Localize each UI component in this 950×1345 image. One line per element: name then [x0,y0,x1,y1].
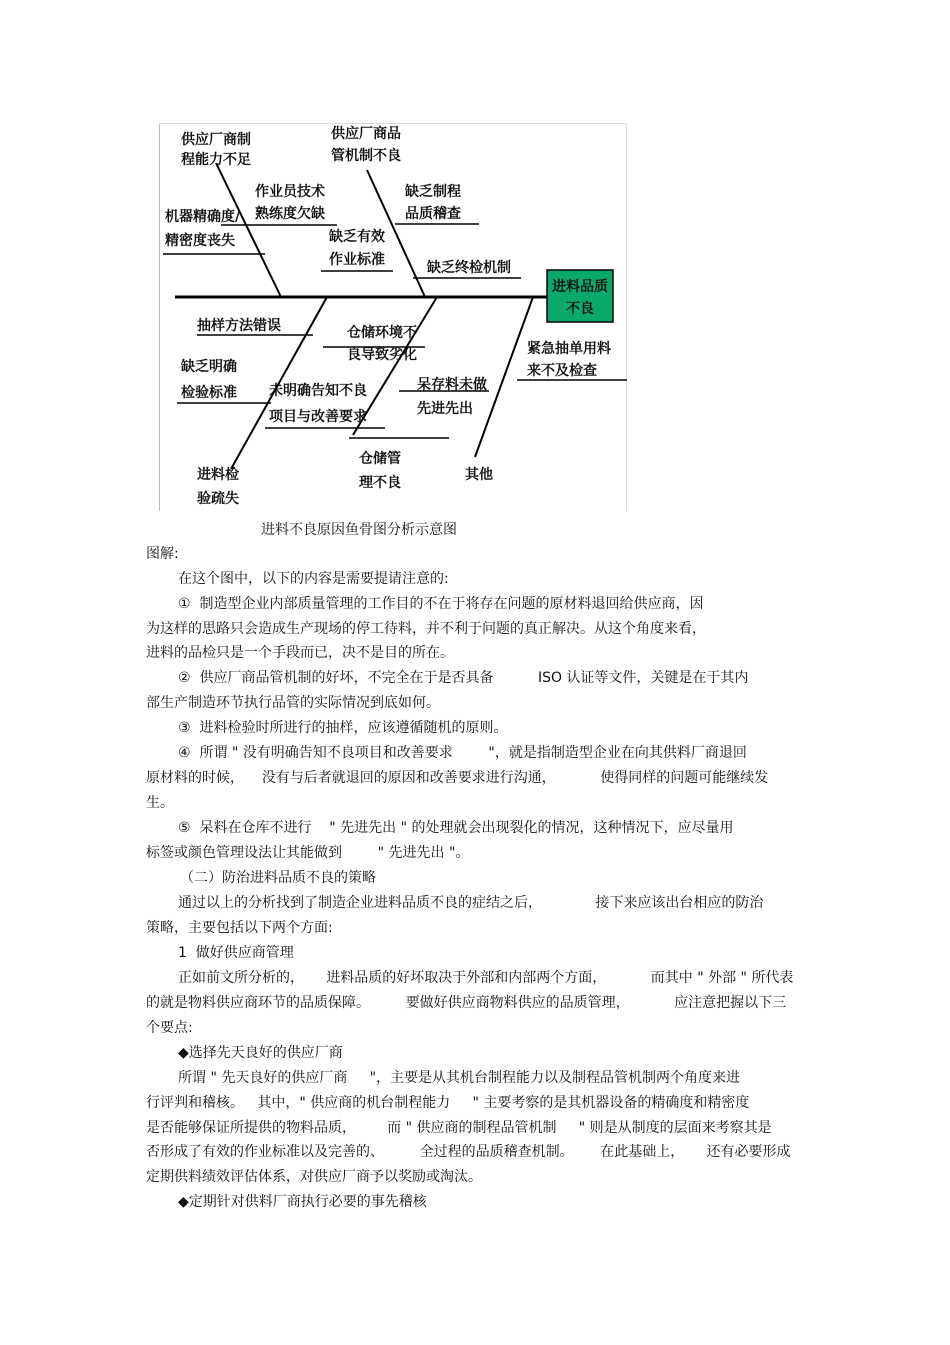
text-line: ⑤ 呆料在仓库不进行 " 先进先出 " 的处理就会出现裂化的情况，这种情况下，应尽量用 [178,820,734,836]
text-line: 标签或颜色管理设法让其能做到 " 先进先出 "。 [146,845,470,861]
label-lack-clear-std-2: 检验标准 [181,385,237,401]
label-lack-std-1: 缺乏有效 [329,229,385,245]
label-fifo-2: 先进先出 [417,401,473,417]
head-line-1: 进料品质 [552,279,608,295]
label-lack-process-check-2: 品质稽查 [405,206,461,222]
text-line: 原材料的时候， 没有与后者就退回的原因和改善要求进行沟通， 使得同样的问题可能继续发 [146,770,769,786]
label-warehouse-mgmt-1: 仓储管 [359,451,401,467]
label-lack-final-check: 缺乏终检机制 [427,260,511,276]
label-supplier-qc-1: 供应厂商品 [331,126,401,142]
text-line: 为这样的思路只会造成生产现场的停工待料，并不利于问题的真正解决。从这个角度来看， [146,621,706,637]
text-line: ④ 所谓 " 没有明确告知不良项目和改善要求 "，就是指制造型企业在向其供料厂商退回 [178,745,747,761]
label-warehouse-env-1: 仓储环境不 [347,325,417,341]
text-line: 定期供料绩效评估体系，对供应厂商予以奖励或淘汰。 [146,1169,482,1185]
text-line: 否形成了有效的作业标准以及完善的、 全过程的品质稽查机制。 在此基础上， 还有必要形成 [146,1144,791,1160]
label-other: 其他 [465,467,493,483]
text-line: 所谓 " 先天良好的供应厂商 "，主要是从其机台制程能力以及制程品管机制两个角度来进 [178,1070,741,1086]
text-line: 策略，主要包括以下两个方面: [146,920,333,936]
label-supplier-qc-2: 管机制不良 [331,148,401,164]
label-urgent-2: 来不及检查 [527,363,597,379]
label-lack-clear-std-1: 缺乏明确 [181,359,237,375]
label-lack-process-check-1: 缺乏制程 [405,184,461,200]
text-line: 行评判和稽核。 其中，" 供应商的机台制程能力 " 主要考察的是其机器设备的精确度和精密度 [146,1095,750,1111]
label-supplier-process-2: 程能力不足 [181,152,251,168]
label-lack-std-2: 作业标准 [329,252,385,268]
text-line: 的就是物料供应商环节的品质保障。 要做好供应商物料供应的品质管理， 应注意把握以下三 [146,995,787,1011]
label-supplier-process-1: 供应厂商制 [181,132,251,148]
label-warehouse-env-2: 良导致劣化 [347,347,417,363]
text-line: 生。 [146,795,174,811]
head-line-2: 不良 [566,301,594,317]
label-urgent-1: 紧急抽单用料 [527,341,611,357]
text-line: 进料的品检只是一个手段而已，决不是目的所在。 [146,645,454,661]
text-line: ① 制造型企业内部质量管理的工作目的不在于将存在问题的原材料退回给供应商，因 [178,596,704,612]
bullet-heading: ◆定期针对供料厂商执行必要的事先稽核 [178,1194,427,1210]
label-operator-skill-2: 熟练度欠缺 [255,206,325,222]
label-not-informed-1: 未明确告知不良 [269,383,367,399]
label-sampling-error: 抽样方法错误 [197,318,281,334]
label-fifo-1: 呆存料未做 [417,377,487,393]
fishbone-diagram [159,123,627,511]
label-inspection-2: 验疏失 [197,491,239,507]
text-line: 通过以上的分析找到了制造企业进料品质不良的症结之后， 接下来应该出台相应的防治 [178,895,764,911]
label-operator-skill-1: 作业员技术 [255,184,325,200]
text-line: 个要点: [146,1020,193,1036]
label-inspection-1: 进料检 [197,467,239,483]
section-heading: （二）防治进料品质不良的策略 [180,870,376,886]
label-not-informed-2: 项目与改善要求 [269,409,367,425]
label-warehouse-mgmt-2: 理不良 [359,475,401,491]
bullet-heading: ◆选择先天良好的供应厂商 [178,1045,343,1061]
text-line: 是否能够保证所提供的物料品质， 而 " 供应商的制程品管机制 " 则是从制度的层面来考察其是 [146,1120,772,1136]
label-machine-accuracy-2: 精密度丧失 [165,233,235,249]
text-line: 在这个图中，以下的内容是需要提请注意的: [178,571,449,587]
text-line: ③ 进料检验时所进行的抽样，应该遵循随机的原则。 [178,720,508,736]
text-line: 图解: [146,546,179,562]
label-machine-accuracy-1: 机器精确度/ [165,209,241,225]
text-line: 部生产制造环节执行品管的实际情况到底如何。 [146,695,440,711]
text-line: 正如前文所分析的， 进料品质的好坏取决于外部和内部两个方面， 而其中 " 外部 " 所代表 [178,970,794,986]
diagram-caption: 进料不良原因鱼骨图分析示意图 [261,522,457,538]
text-line: ② 供应厂商品管机制的好坏，不完全在于是否具备 ISO 认证等文件，关键是在于其内 [178,670,749,686]
subsection-heading: 1 做好供应商管理 [178,945,294,961]
